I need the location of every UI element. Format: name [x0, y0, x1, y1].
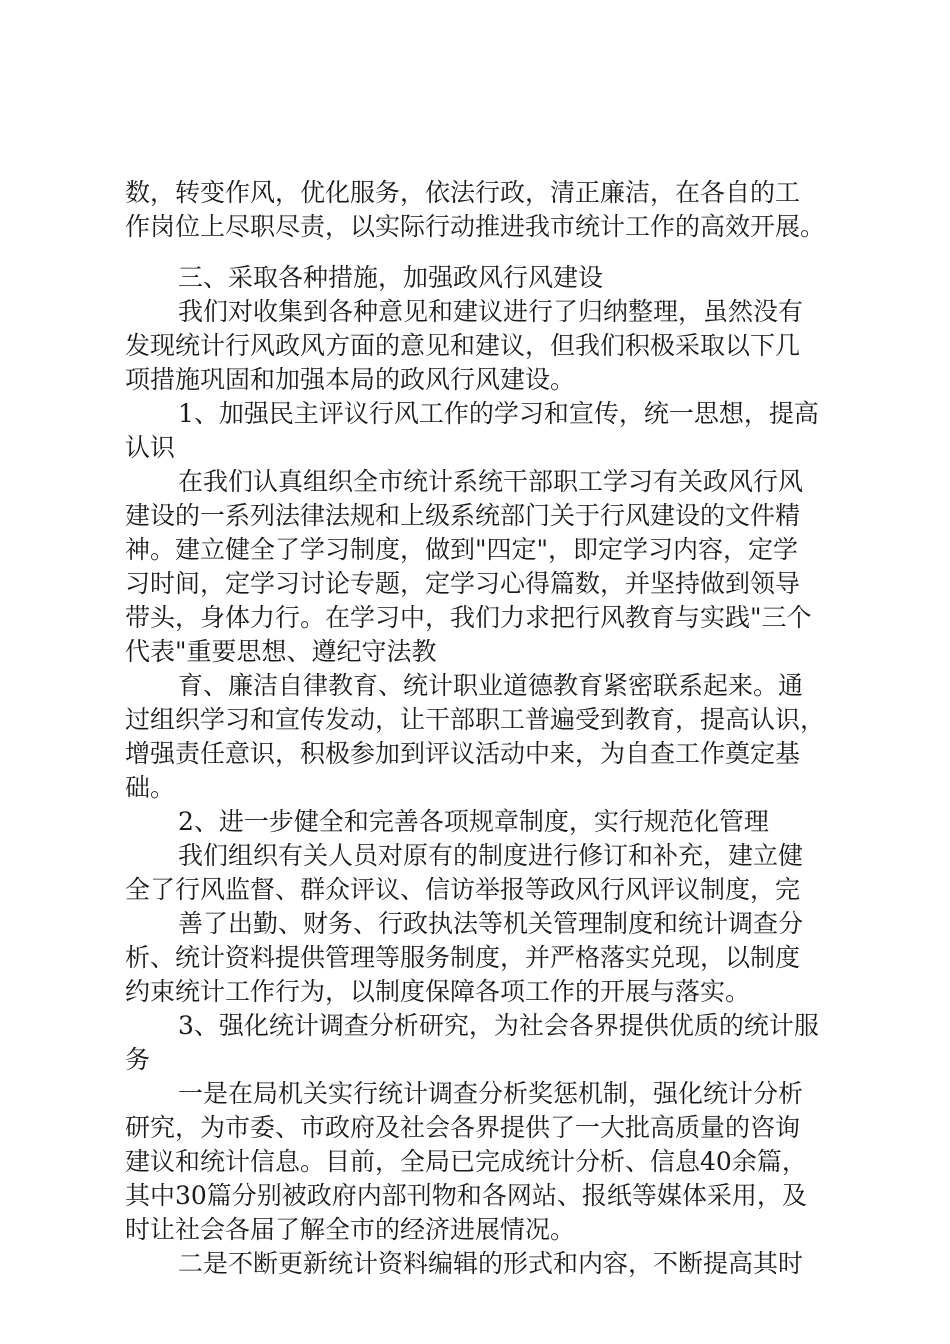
text-line: 数，转变作风，优化服务，依法行政，清正廉洁，在各自的工	[125, 178, 801, 207]
text-line: 育、廉洁自律教育、统计职业道德教育紧密联系起来。通	[178, 671, 804, 700]
subheading: 2、进一步健全和完善各项规章制度，实行规范化管理	[178, 807, 769, 836]
text-line: 二是不断更新统计资料编辑的形式和内容，不断提高其时	[178, 1249, 804, 1278]
text-line: 习时间，定学习讨论专题，定学习心得篇数，并坚持做到领导	[125, 569, 801, 598]
text-line: 增强责任意识，积极参加到评议活动中来，为自查工作奠定基	[125, 739, 801, 768]
text-line: 善了出勤、财务、行政执法等机关管理制度和统计调查分	[178, 909, 804, 938]
text-line: 我们组织有关人员对原有的制度进行修订和补充，建立健	[178, 841, 804, 870]
text-line: 时让社会各届了解全市的经济进展情况。	[125, 1215, 576, 1244]
text-line: 础。	[125, 773, 176, 802]
text-line: 析、统计资料提供管理等服务制度，并严格落实兑现，以制度	[125, 943, 801, 972]
text-line: 约束统计工作行为，以制度保障各项工作的开展与落实。	[125, 977, 751, 1006]
text-line: 全了行风监督、群众评议、信访举报等政风行风评议制度，完	[125, 875, 801, 904]
text-line: 代表"重要思想、遵纪守法教	[125, 637, 437, 666]
text-line: 过组织学习和宣传发动，让干部职工普遍受到教育，提高认识，	[125, 705, 826, 734]
section-heading: 三、采取各种措施，加强政风行风建设	[178, 263, 604, 292]
text-line: 作岗位上尽职尽责，以实际行动推进我市统计工作的高效开展。	[125, 212, 826, 241]
text-line: 一是在局机关实行统计调查分析奖惩机制，强化统计分析	[178, 1079, 804, 1108]
text-line: 带头，身体力行。在学习中，我们力求把行风教育与实践"三个	[125, 603, 812, 632]
text-line: 务	[125, 1045, 151, 1074]
text-line: 研究，为市委、市政府及社会各界提供了一大批高质量的咨询	[125, 1113, 801, 1142]
text-line: 建议和统计信息。目前，全局已完成统计分析、信息40余篇，	[125, 1147, 807, 1176]
text-line: 其中30篇分别被政府内部刊物和各网站、报纸等媒体采用，及	[125, 1181, 807, 1210]
text-line: 在我们认真组织全市统计系统干部职工学习有关政风行风	[178, 467, 804, 496]
text-line: 项措施巩固和加强本局的政风行风建设。	[125, 365, 576, 394]
text-line: 建设的一系列法律法规和上级系统部门关于行风建设的文件精	[125, 501, 801, 530]
subheading: 3、强化统计调查分析研究，为社会各界提供优质的统计服	[178, 1011, 819, 1040]
subheading: 1、加强民主评议行风工作的学习和宣传，统一思想，提高	[178, 399, 819, 428]
text-line: 我们对收集到各种意见和建议进行了归纳整理，虽然没有	[178, 297, 804, 326]
text-line: 认识	[125, 433, 176, 462]
text-line: 发现统计行风政风方面的意见和建议，但我们积极采取以下几	[125, 331, 801, 360]
text-line: 神。建立健全了学习制度，做到"四定"，即定学习内容，定学	[125, 535, 799, 564]
